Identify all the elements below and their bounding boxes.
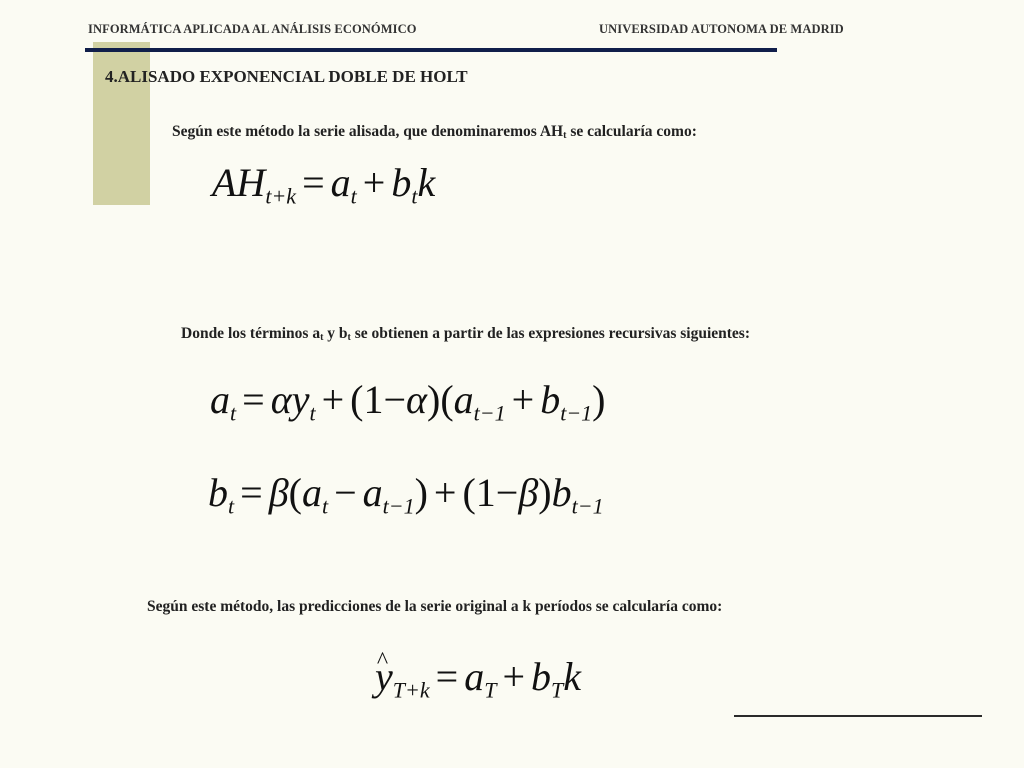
slide-title: 4.ALISADO EXPONENCIAL DOBLE DE HOLT: [105, 67, 468, 86]
equation-forecast: ^ $y_{T+k} = a_T + b_Tk$: [375, 657, 581, 702]
paragraph-intro: Según este método la serie alisada, que denominaremos $AH_t$ se calcularía como:: [172, 123, 697, 141]
header-course: INFORMÁTICA APLICADA AL ANÁLISIS ECONÓMICO: [88, 22, 417, 36]
equation-level: $a_t = \alpha y_t + (1-\alpha)(a_{t-1} + b_{t-1})$: [210, 377, 606, 426]
paragraph-forecast: Según este método, las predicciones de la serie original a k períodos se calcularía como:: [147, 598, 723, 615]
footer-rule: [734, 715, 982, 717]
paragraph-recursive: Donde los términos $a_t$ y $b_t$ se obtienen a partir de las expresiones recursivas siguientes:: [181, 325, 751, 343]
header-university: UNIVERSIDAD AUTONOMA DE MADRID: [599, 22, 844, 36]
header-rule: [85, 48, 777, 52]
equation-trend: $b_t = \beta(a_t - a_{t-1}) + (1-\beta)b_{t-1}$: [208, 470, 604, 519]
equation-smoothed-series: $AH_{t+k} = a_t + b_tk$: [212, 160, 436, 209]
